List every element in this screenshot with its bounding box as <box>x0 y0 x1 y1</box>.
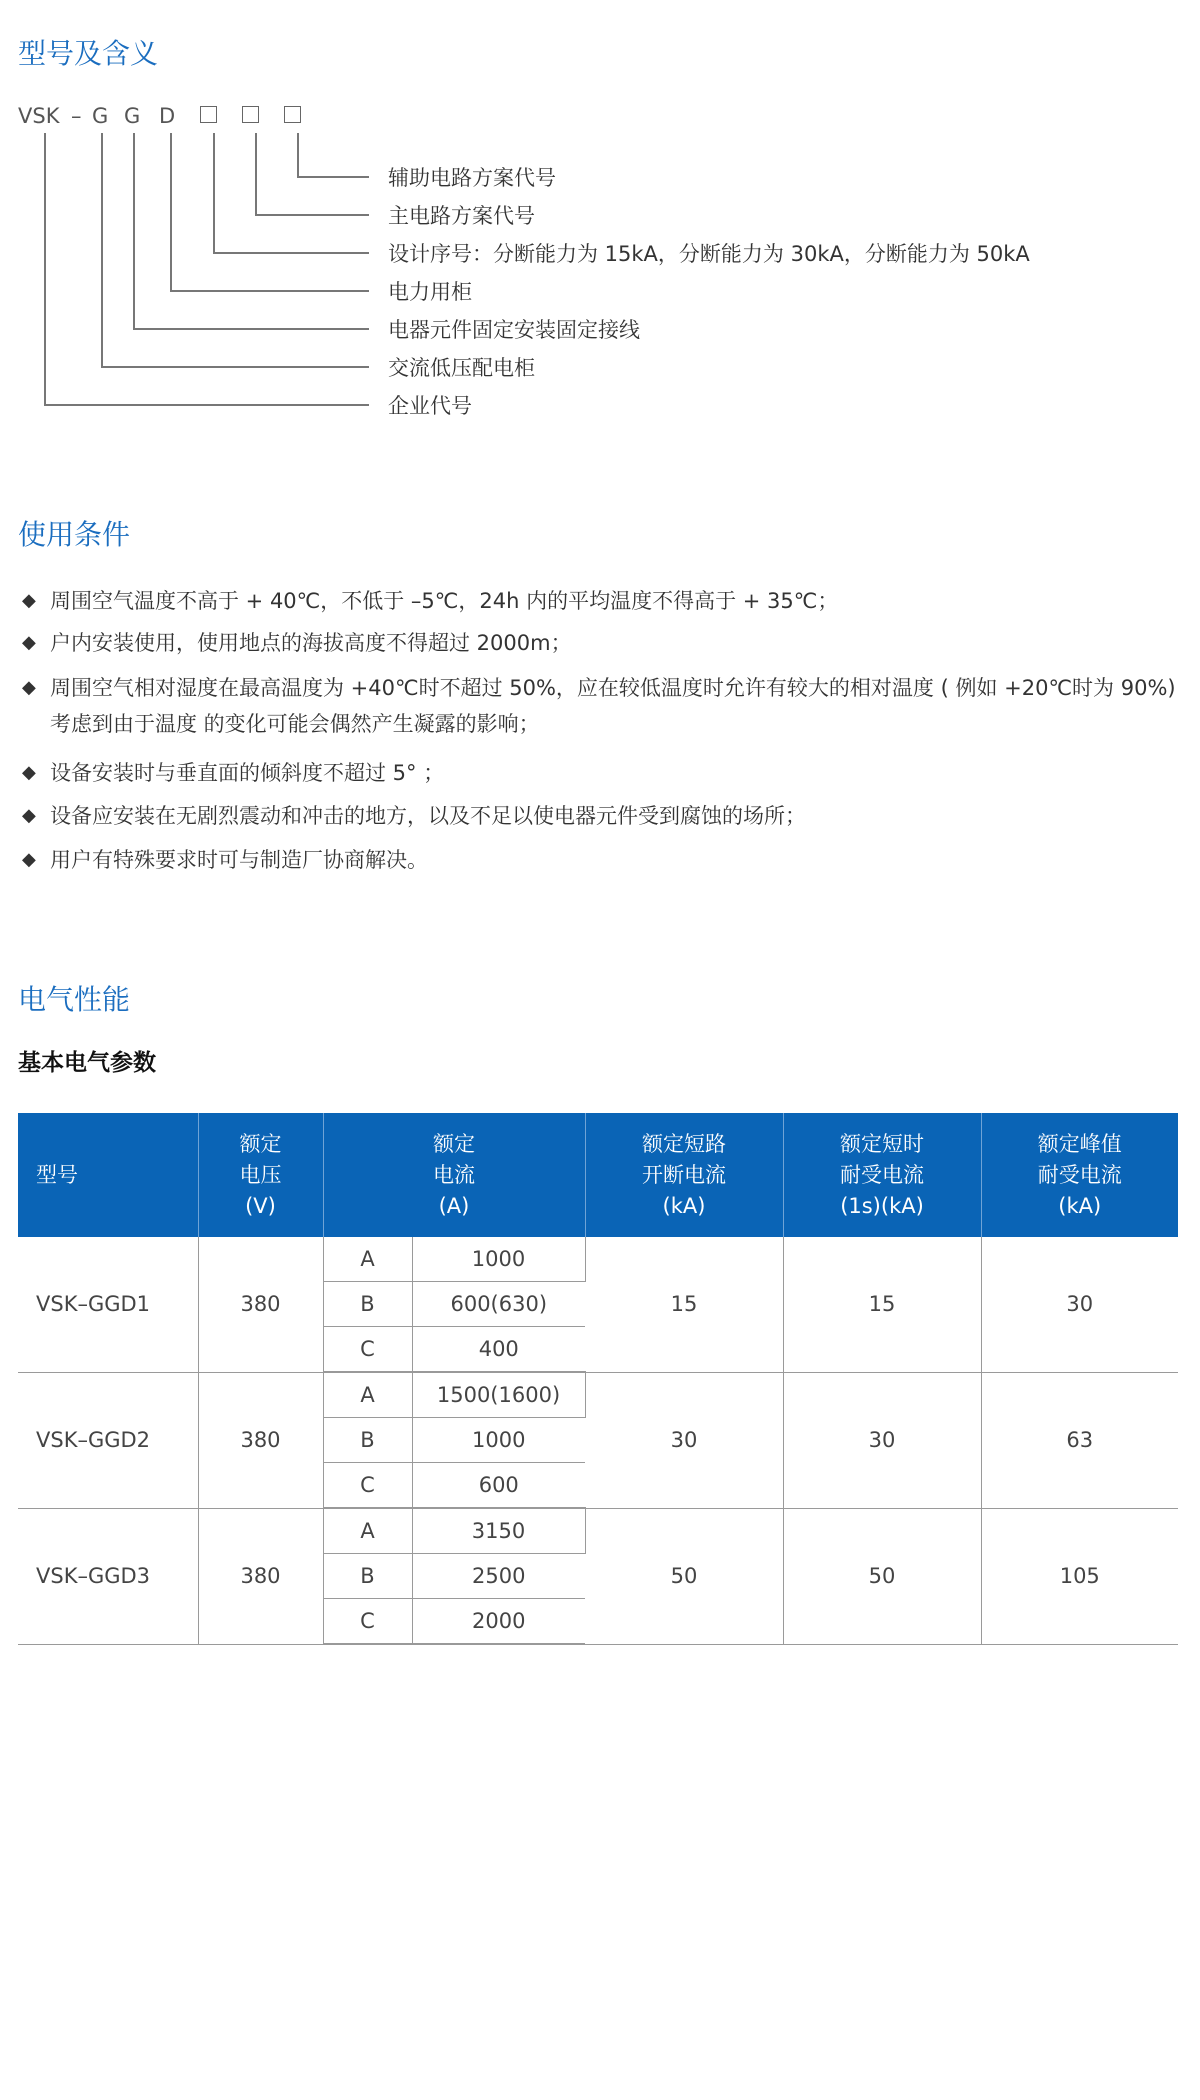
label-aux-circuit: 辅助电路方案代号 <box>388 166 556 190</box>
condition-text: 户内安装使用，使用地点的海拔高度不得超过 2000m； <box>50 631 572 655</box>
code-box-main <box>242 103 259 129</box>
code-g1: G <box>92 104 109 128</box>
cell-breaking: 15 <box>585 1237 783 1372</box>
header-voltage-line1: 额定 <box>239 1131 282 1156</box>
cell-short-time: 15 <box>783 1237 981 1372</box>
connector-aux <box>297 133 299 176</box>
cell-model: VSK–GGD2 <box>18 1372 198 1508</box>
condition-item <box>22 842 1182 878</box>
label-ac-lv-cabinet: 交流低压配电柜 <box>388 356 535 380</box>
label-company-code: 企业代号 <box>388 394 472 418</box>
cell-current: 1500(1600) <box>412 1372 585 1418</box>
diamond-bullet-icon: ◆ <box>22 805 36 826</box>
header-short-time-line3: (1s)(kA) <box>840 1193 924 1218</box>
condition-item <box>22 670 1182 742</box>
header-peak-line2: 耐受电流 <box>1037 1162 1122 1187</box>
diamond-bullet-icon: ◆ <box>22 849 36 870</box>
connector-main <box>255 133 257 214</box>
connector-prefix <box>44 133 46 404</box>
label-power-cabinet: 电力用柜 <box>388 280 472 304</box>
basic-params-subtitle: 基本电气参数 <box>18 1050 156 1076</box>
code-prefix: VSK <box>18 104 60 128</box>
hline-design <box>213 252 369 254</box>
label-fixed-install: 电器元件固定安装固定接线 <box>388 318 640 342</box>
hline-g2 <box>133 328 369 330</box>
condition-text: 用户有特殊要求时可与制造厂协商解决。 <box>50 848 428 872</box>
condition-item <box>22 625 1182 661</box>
table-header-row <box>18 1113 1178 1237</box>
code-dash: – <box>71 104 82 128</box>
cell-grade: B <box>323 1282 412 1327</box>
header-current-line3: (A) <box>438 1193 470 1218</box>
header-peak-line3: (kA) <box>1058 1193 1102 1218</box>
header-peak <box>981 1113 1178 1237</box>
cell-breaking: 30 <box>585 1372 783 1508</box>
header-current-line1: 额定 <box>433 1131 475 1156</box>
hline-main <box>255 214 369 216</box>
condition-item <box>22 755 1182 791</box>
cell-breaking: 50 <box>585 1508 783 1644</box>
header-breaking <box>585 1113 783 1237</box>
header-breaking-line1: 额定短路 <box>642 1131 726 1156</box>
condition-item <box>22 583 1182 619</box>
header-current <box>323 1113 585 1237</box>
diamond-bullet-icon: ◆ <box>22 590 36 611</box>
code-box-design <box>200 103 217 129</box>
cell-grade: B <box>323 1554 412 1599</box>
cell-current: 400 <box>412 1327 585 1373</box>
cell-current: 600(630) <box>412 1282 585 1327</box>
connector-g2 <box>133 133 135 328</box>
cell-grade: C <box>323 1327 412 1373</box>
conditions-section-title: 使用条件 <box>18 518 131 551</box>
cell-peak: 105 <box>981 1508 1178 1644</box>
cell-peak: 30 <box>981 1237 1178 1372</box>
table-row <box>18 1372 1178 1418</box>
cell-peak: 63 <box>981 1372 1178 1508</box>
header-short-time-line2: 耐受电流 <box>840 1162 924 1187</box>
cell-current: 600 <box>412 1463 585 1509</box>
cell-model: VSK–GGD1 <box>18 1237 198 1372</box>
connector-g1 <box>101 133 103 366</box>
header-current-line2: 电流 <box>433 1162 475 1187</box>
hline-aux <box>297 176 369 178</box>
condition-text: 设备安装时与垂直面的倾斜度不超过 5° ； <box>50 761 445 785</box>
cell-current: 2000 <box>412 1599 585 1645</box>
model-section-title: 型号及含义 <box>18 37 159 70</box>
header-voltage <box>198 1113 323 1237</box>
connector-design <box>213 133 215 252</box>
electrical-section-title: 电气性能 <box>18 983 131 1016</box>
cell-short-time: 30 <box>783 1372 981 1508</box>
header-breaking-line2: 开断电流 <box>642 1162 726 1187</box>
cell-current: 1000 <box>412 1237 585 1282</box>
cell-voltage: 380 <box>198 1508 323 1644</box>
table-row <box>18 1237 1178 1282</box>
cell-model: VSK–GGD3 <box>18 1508 198 1644</box>
header-model: 型号 <box>18 1113 198 1237</box>
header-voltage-line2: 电压 <box>239 1162 282 1187</box>
cell-grade: A <box>323 1237 412 1282</box>
table-row <box>18 1508 1178 1554</box>
cell-grade: B <box>323 1418 412 1463</box>
condition-text: 周围空气相对湿度在最高温度为 +40℃时不超过 50%，应在较低温度时允许有较大的相对温度 ( 例如 +20℃时为 90%) 考虑到由于温度 的变化可能会偶然产生凝露的影响； <box>50 676 1176 736</box>
header-peak-line1: 额定峰值 <box>1037 1131 1122 1156</box>
header-short-time <box>783 1113 981 1237</box>
cell-grade: C <box>323 1463 412 1509</box>
hline-prefix <box>44 404 369 406</box>
cell-grade: A <box>323 1372 412 1418</box>
code-g2: G <box>124 104 141 128</box>
header-voltage-line3: (V) <box>245 1193 276 1218</box>
code-box-aux <box>284 103 301 129</box>
electrical-params-table <box>18 1113 1178 1645</box>
cell-short-time: 50 <box>783 1508 981 1644</box>
cell-voltage: 380 <box>198 1372 323 1508</box>
condition-text: 周围空气温度不高于 + 40℃，不低于 –5℃，24h 内的平均温度不得高于 + 35℃； <box>50 589 839 613</box>
label-main-circuit: 主电路方案代号 <box>388 204 535 228</box>
header-breaking-line3: (kA) <box>662 1193 706 1218</box>
hline-d <box>170 290 369 292</box>
condition-item <box>22 798 1182 834</box>
code-d: D <box>159 104 176 128</box>
connector-d <box>170 133 172 290</box>
diamond-bullet-icon: ◆ <box>22 762 36 783</box>
cell-current: 2500 <box>412 1554 585 1599</box>
diamond-bullet-icon: ◆ <box>22 632 36 653</box>
hline-g1 <box>101 366 369 368</box>
label-design-number: 设计序号：分断能力为 15kA，分断能力为 30kA，分断能力为 50kA <box>388 242 1030 266</box>
header-short-time-line1: 额定短时 <box>840 1131 924 1156</box>
cell-voltage: 380 <box>198 1237 323 1372</box>
condition-text: 设备应安装在无剧烈震动和冲击的地方，以及不足以使电器元件受到腐蚀的场所； <box>50 804 806 828</box>
cell-current: 3150 <box>412 1508 585 1554</box>
cell-grade: A <box>323 1508 412 1554</box>
diamond-bullet-icon: ◆ <box>22 677 36 698</box>
cell-grade: C <box>323 1599 412 1645</box>
cell-current: 1000 <box>412 1418 585 1463</box>
